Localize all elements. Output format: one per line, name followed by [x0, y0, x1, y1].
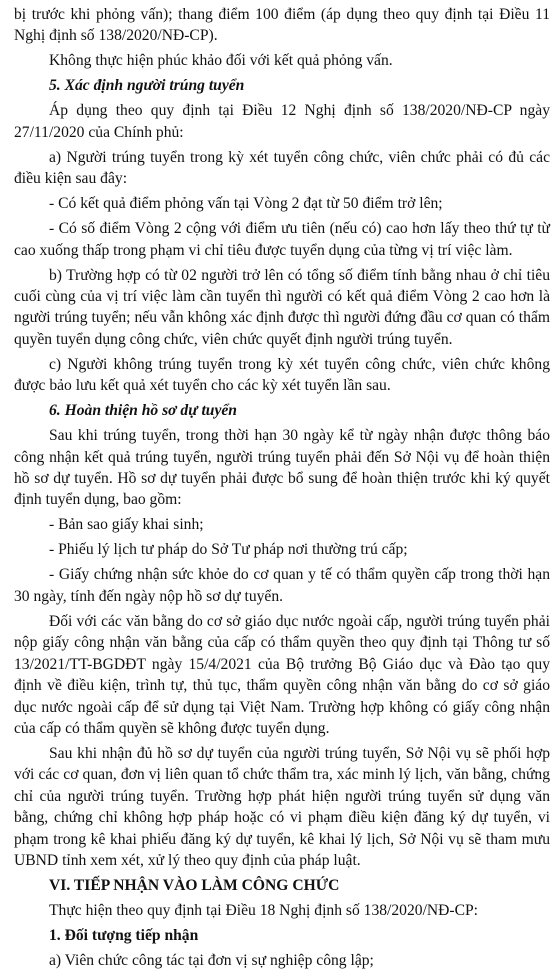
paragraph: a) Viên chức công tác tại đơn vị sự nghiệp công lập;: [49, 951, 374, 969]
list-item: - Phiếu lý lịch tư pháp do Sở Tư pháp nơi thường trú cấp;: [49, 541, 408, 559]
paragraph: b) Trường hợp có từ 02 người trở lên có tổng số điểm tính bằng nhau ở chỉ tiêu cuối cùng của vị trí việc làm cần tuyển thì người có kết quả điểm Vòng 2 cao hơn là người trúng tuyển; nếu vẫn không xác định được thì người đứng đầu cơ quan có thẩm quyền tuyển dụng công chức, viên chức quyết định người trúng tuyển.: [14, 266, 550, 348]
list-item: - Có kết quả điểm phỏng vấn tại Vòng 2 đạt từ 50 điểm trở lên;: [49, 195, 443, 213]
paragraph-continuation: bị trước khi phỏng vấn); thang điểm 100 điểm (áp dụng theo quy định tại Điều 11 Nghị định số 138/2020/NĐ-CP).: [14, 6, 550, 45]
list-item: - Có số điểm Vòng 2 cộng với điểm ưu tiên (nếu có) cao hơn lấy theo thứ tự từ cao xuống thấp trong phạm vi chỉ tiêu được tuyển dụng của từng vị trí việc làm.: [14, 220, 550, 259]
list-item: - Bản sao giấy khai sinh;: [49, 516, 204, 534]
chapter-heading: VI. TIẾP NHẬN VÀO LÀM CÔNG CHỨC: [49, 876, 340, 894]
paragraph: Thực hiện theo quy định tại Điều 18 Nghị định số 138/2020/NĐ-CP:: [49, 901, 479, 919]
paragraph: c) Người không trúng tuyển trong kỳ xét tuyển công chức, viên chức không được bảo lưu kết quả xét tuyển cho các kỳ xét tuyển lần sau.: [14, 355, 550, 395]
paragraph: a) Người trúng tuyển trong kỳ xét tuyển công chức, viên chức phải có đủ các điều kiện sau đây:: [14, 148, 550, 188]
list-item: - Giấy chứng nhận sức khỏe do cơ quan y tế có thẩm quyền cấp trong thời hạn 30 ngày, tính đến ngày nộp hồ sơ dự tuyển.: [14, 566, 550, 605]
paragraph: Sau khi nhận đủ hồ sơ dự tuyển của người trúng tuyển, Sở Nội vụ sẽ phối hợp với các cơ quan, đơn vị liên quan tổ chức thẩm tra, xác minh lý lịch, văn bằng, chứng chỉ của người trúng tuyển. Trường hợp phát hiện người trúng tuyển sử dụng văn bằng, chứng chỉ không hợp pháp hoặc có vi phạm điều kiện đăng ký dự tuyển, vi phạm trong kê khai phiếu đăng ký dự tuyển, kê khai lý lịch, Sở Nội vụ sẽ tham mưu UBND tỉnh xem xét, xử lý theo quy định của pháp luật.: [14, 744, 550, 869]
paragraph: Áp dụng theo quy định tại Điều 12 Nghị định số 138/2020/NĐ-CP ngày 27/11/2020 của Chính phủ:: [14, 102, 550, 141]
paragraph: Sau khi trúng tuyển, trong thời hạn 30 ngày kể từ ngày nhận được thông báo công nhận kết quả trúng tuyển, người trúng tuyển phải đến Sở Nội vụ để hoàn thiện hồ sơ dự tuyển. Hồ sơ dự tuyển phải được bổ sung để hoàn thiện trước khi ký quyết định tuyển dụng, bao gồm:: [14, 427, 550, 509]
section-heading: 5. Xác định người trúng tuyển: [49, 77, 245, 95]
paragraph: Không thực hiện phúc khảo đối với kết quả phỏng vấn.: [49, 52, 393, 70]
section-heading: 6. Hoàn thiện hồ sơ dự tuyển: [49, 402, 237, 420]
section-heading: 1. Đối tượng tiếp nhận: [49, 926, 199, 944]
paragraph: Đối với các văn bằng do cơ sở giáo dục nước ngoài cấp, người trúng tuyển phải nộp giấy công nhận văn bằng của cấp có thẩm quyền theo quy định tại Thông tư số 13/2021/TT-BGDĐT ngày 15/4/2021 của Bộ trưởng Bộ Giáo dục và Đào tạo quy định về điều kiện, trình tự, thủ tục, thẩm quyền công nhận văn bằng do cơ sở giáo dục nước ngoài cấp để sử dụng tại Việt Nam. Trường hợp không có giấy công nhận của cấp có thẩm quyền sẽ không được tuyển dụng.: [14, 612, 550, 737]
